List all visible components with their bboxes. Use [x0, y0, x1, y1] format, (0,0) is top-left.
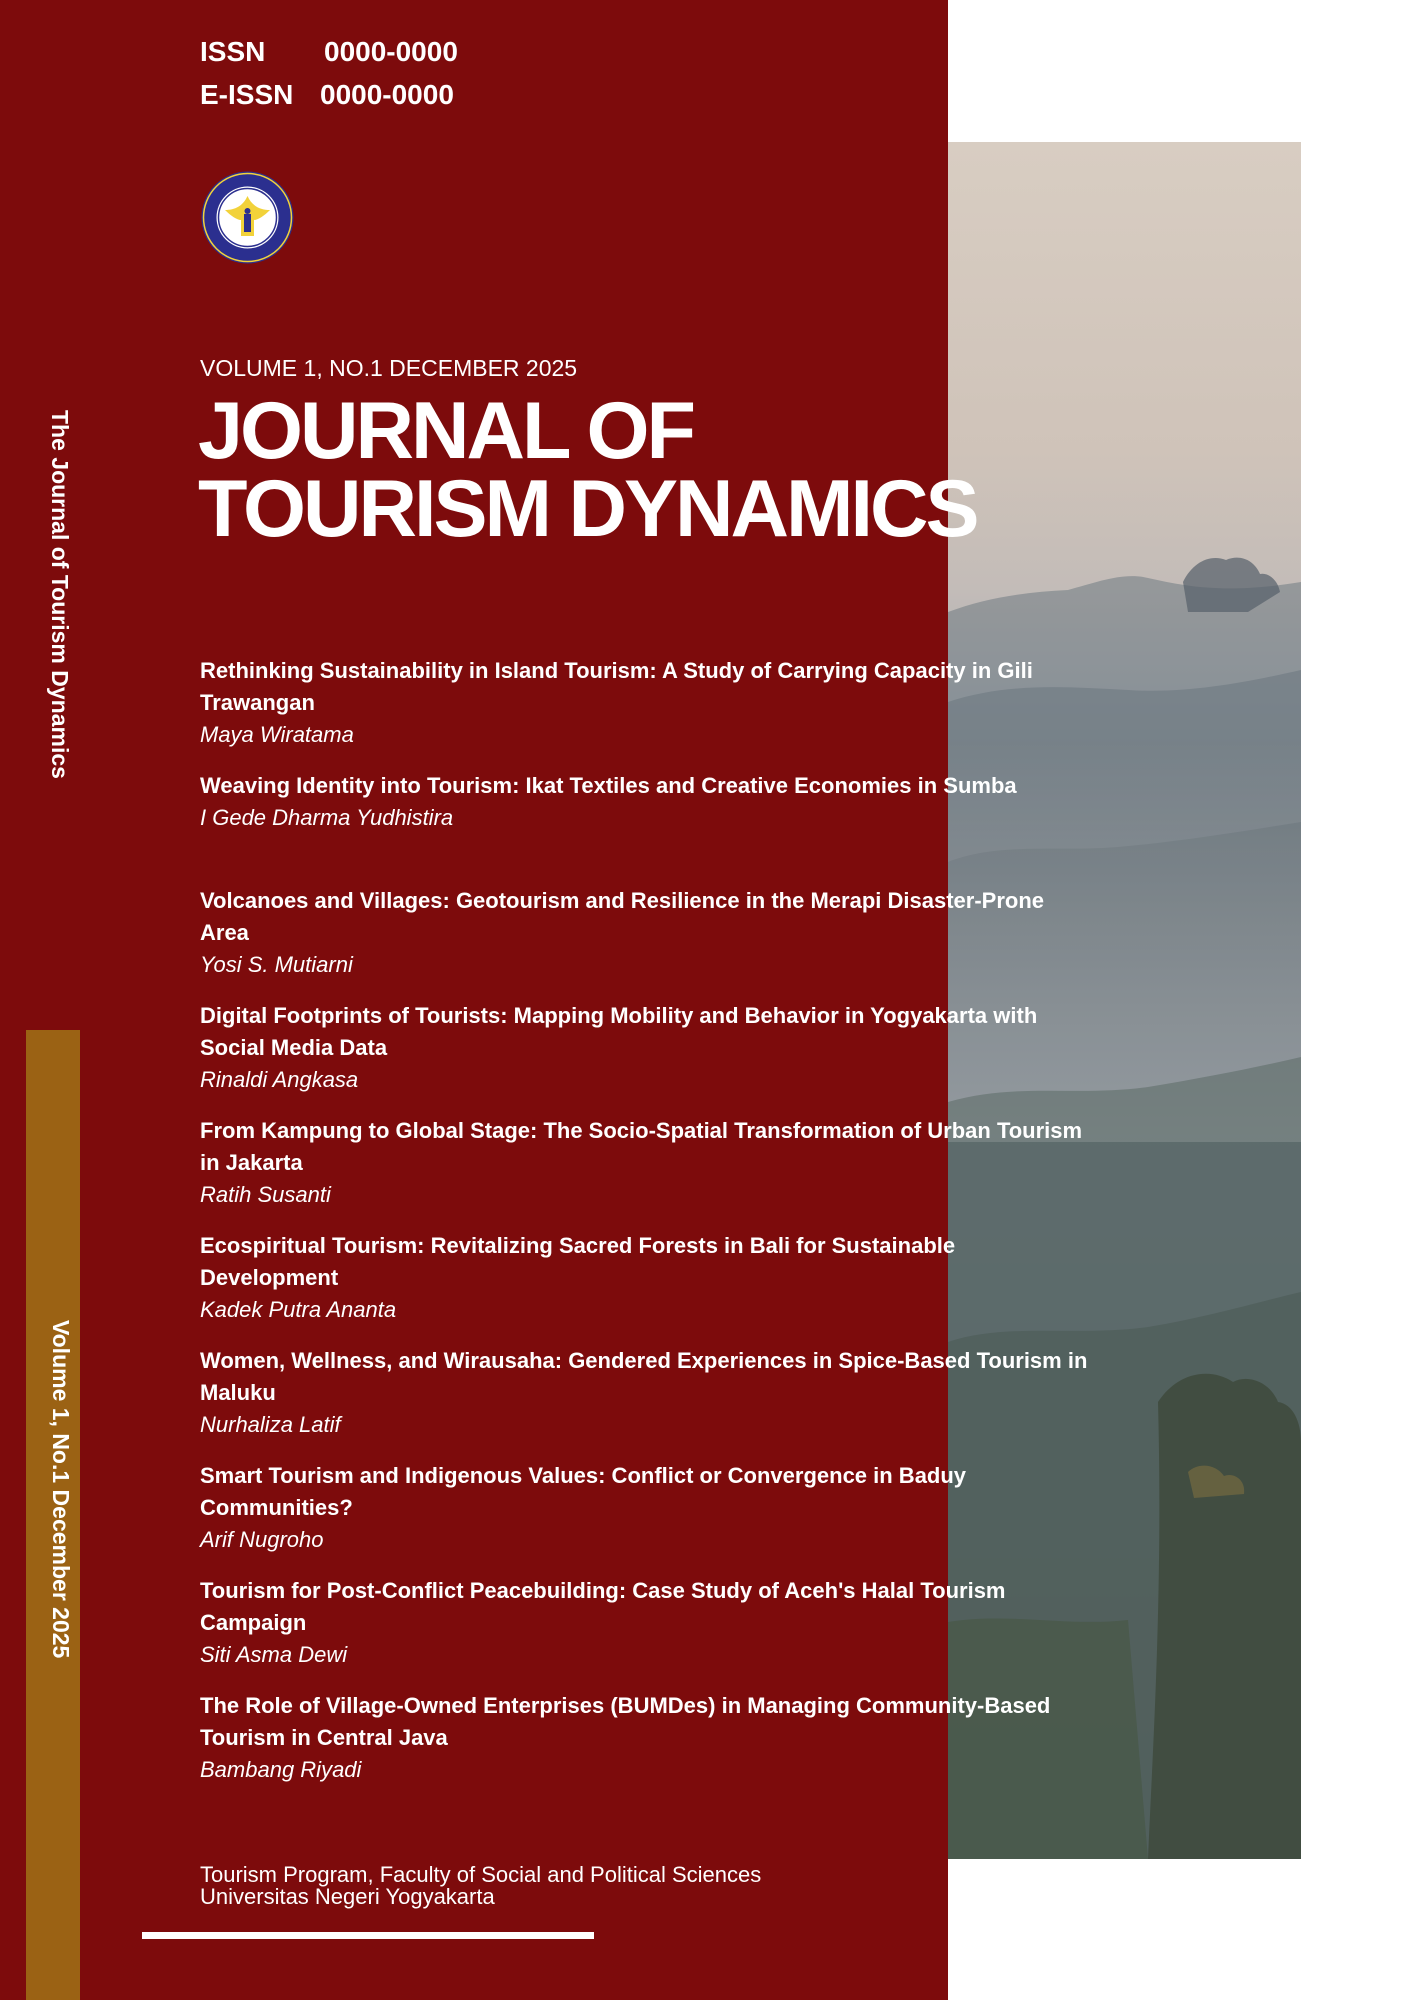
article-author: Rinaldi Angkasa: [200, 1067, 359, 1092]
article-title: Rethinking Sustainability in Island Tourism: A Study of Carrying Capacity in Gili Trawangan: [200, 658, 1033, 715]
spine-volume: [44, 1320, 74, 1700]
article-entry: [200, 1460, 1100, 1575]
article-entry: [200, 1575, 1100, 1690]
spine-journal-title-text: The Journal of Tourism Dynamics: [47, 410, 73, 779]
issn-value: 0000-0000: [324, 36, 458, 67]
eissn-value: 0000-0000: [320, 79, 454, 110]
article-author: Ratih Susanti: [200, 1182, 331, 1207]
article-title: Ecospiritual Tourism: Revitalizing Sacred Forests in Bali for Sustainable Development: [200, 1233, 956, 1290]
article-author: Nurhaliza Latif: [200, 1412, 341, 1437]
journal-title-line-1: JOURNAL OF: [198, 386, 694, 476]
article-entry: [200, 885, 1100, 1000]
issn-line: [200, 36, 458, 68]
article-title: Women, Wellness, and Wirausaha: Gendered Experiences in Spice-Based Tourism in Maluku: [200, 1348, 1088, 1405]
university-seal-icon: [200, 170, 295, 265]
article-title: From Kampung to Global Stage: The Socio-Spatial Transformation of Urban Tourism in Jakarta: [200, 1118, 1083, 1175]
article-entry: [200, 1345, 1100, 1460]
article-title: Smart Tourism and Indigenous Values: Conflict or Convergence in Baduy Communities?: [200, 1463, 967, 1520]
publisher-footer: [200, 1864, 761, 1908]
article-author: Bambang Riyadi: [200, 1757, 362, 1782]
publisher-faculty: Tourism Program, Faculty of Social and Political Sciences: [200, 1862, 762, 1887]
spine-volume-text: Volume 1, No.1 December 2025: [48, 1320, 74, 1659]
article-author: Yosi S. Mutiarni: [200, 952, 353, 977]
article-entry: [200, 1115, 1100, 1230]
footer-divider: [142, 1932, 594, 1939]
article-author: Siti Asma Dewi: [200, 1642, 348, 1667]
eissn-line: [200, 79, 454, 111]
volume-issue-line: VOLUME 1, NO.1 DECEMBER 2025: [200, 355, 578, 381]
article-title: The Role of Village-Owned Enterprises (BUMDes) in Managing Community-Based Tourism in Central Java: [200, 1693, 1051, 1750]
issn-label: ISSN: [200, 36, 266, 67]
article-entry: [200, 770, 1100, 885]
article-title: Digital Footprints of Tourists: Mapping Mobility and Behavior in Yogyakarta with Social Media Data: [200, 1003, 1038, 1060]
article-title: Weaving Identity into Tourism: Ikat Textiles and Creative Economies in Sumba: [200, 773, 1017, 798]
article-entry: [200, 1230, 1100, 1345]
article-list: [200, 655, 1100, 1805]
article-author: Maya Wiratama: [200, 722, 354, 747]
article-title: Volcanoes and Villages: Geotourism and Resilience in the Merapi Disaster-Prone Area: [200, 888, 1044, 945]
eissn-label: E-ISSN: [200, 79, 294, 110]
publisher-university: Universitas Negeri Yogyakarta: [200, 1884, 495, 1909]
journal-title: [198, 386, 1098, 554]
journal-title-line-2: TOURISM DYNAMICS: [198, 464, 977, 554]
article-entry: [200, 655, 1100, 770]
article-entry: [200, 1000, 1100, 1115]
article-entry: [200, 1690, 1100, 1805]
article-title: Tourism for Post-Conflict Peacebuilding: Case Study of Aceh's Halal Tourism Campaign: [200, 1578, 1006, 1635]
article-author: Kadek Putra Ananta: [200, 1297, 397, 1322]
article-author: I Gede Dharma Yudhistira: [200, 805, 454, 830]
article-author: Arif Nugroho: [200, 1527, 324, 1552]
spine-journal-title: [43, 410, 73, 830]
